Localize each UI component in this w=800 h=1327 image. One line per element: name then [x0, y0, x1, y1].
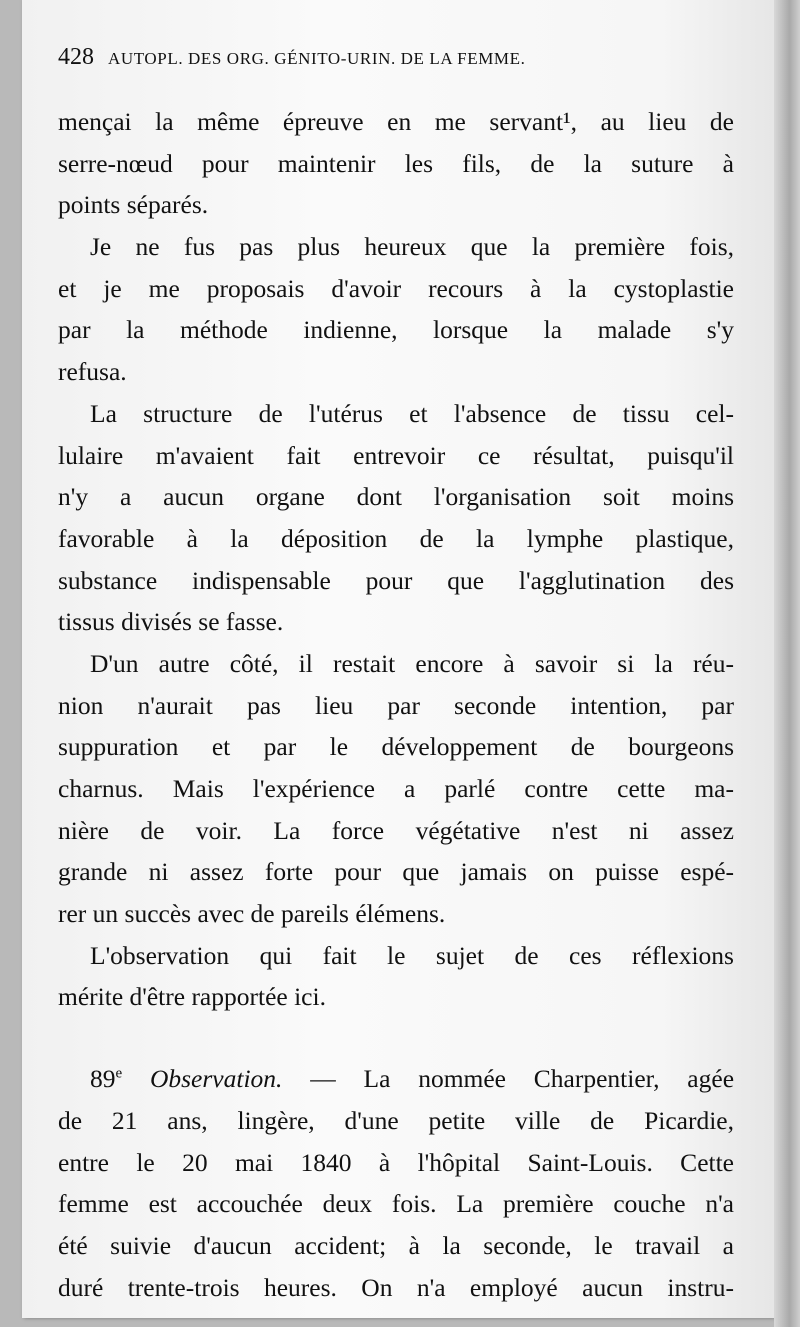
text-line: points séparés. [58, 190, 209, 220]
page-edge [774, 0, 800, 1327]
text-line: mençai la même épreuve en me servant¹, au lieu de [58, 107, 734, 136]
text-line: n'y a aucun organe dont l'organisation soit moins [58, 482, 734, 512]
text-line: par la méthode indienne, lorsque la malade s'y [58, 315, 734, 345]
text-line: tissus divisés se fasse. [58, 607, 284, 637]
text-line: femme est accouchée deux fois. La première couche n'a [58, 1189, 734, 1219]
observation-number: 89 [90, 1064, 116, 1094]
text-line: entre le 20 mai 1840 à l'hôpital Saint-Louis. Cette [58, 1147, 734, 1177]
observation-label: Observation. [149, 1064, 283, 1094]
section-gap [58, 1018, 734, 1058]
text-line: L'observation qui fait le sujet de ces réflexions [90, 940, 734, 970]
observation-intro: — La nommée Charpentier, agée [310, 1064, 734, 1094]
text-line: de 21 ans, lingère, d'une petite ville de Picardie, [58, 1105, 734, 1135]
text-line: nion n'aurait pas lieu par seconde intention, par [58, 690, 734, 720]
text-line: et je me proposais d'avoir recours à la cystoplastie [58, 273, 734, 303]
text-line: refusa. [58, 357, 127, 387]
page-number: 428 [58, 44, 94, 70]
text-line: La structure de l'utérus et l'absence de tissu cel- [90, 398, 734, 428]
observation-ordinal: e [115, 1065, 123, 1082]
text-line: charnus. Mais l'expérience a parlé contre cette ma- [58, 774, 734, 803]
text-line: rer un succès avec de pareils élémens. [58, 899, 446, 929]
text-line: duré trente-trois heures. On n'a employé aucun instru- [58, 1272, 734, 1302]
text-line: lulaire m'avaient fait entrevoir ce résultat, puisqu'il [58, 440, 734, 470]
running-header [58, 44, 738, 71]
book-page [22, 0, 774, 1318]
text-line: Je ne fus pas plus heureux que la première fois, [90, 232, 734, 262]
observation-heading-line [58, 1058, 734, 1100]
text-line: D'un autre côté, il restait encore à savoir si la réu- [90, 648, 734, 678]
text-line: mérite d'être rapportée ici. [58, 982, 326, 1012]
text-line: été suivie d'aucun accident; à la seconde, le travail a [58, 1230, 734, 1260]
text-line: suppuration et par le développement de bourgeons [58, 732, 734, 762]
text-line: grande ni assez forte pour que jamais on puisse espé- [58, 857, 734, 887]
body-text [58, 101, 734, 1308]
text-line: favorable à la déposition de la lymphe plastique, [58, 523, 734, 553]
text-line: nière de voir. La force végétative n'est ni assez [58, 815, 734, 845]
text-line: substance indispensable pour que l'agglutination des [58, 565, 734, 595]
text-line: serre-nœud pour maintenir les fils, de la suture à [58, 148, 734, 178]
running-title: AUTOPL. DES ORG. GÉNITO-URIN. DE LA FEMME. [108, 49, 526, 68]
